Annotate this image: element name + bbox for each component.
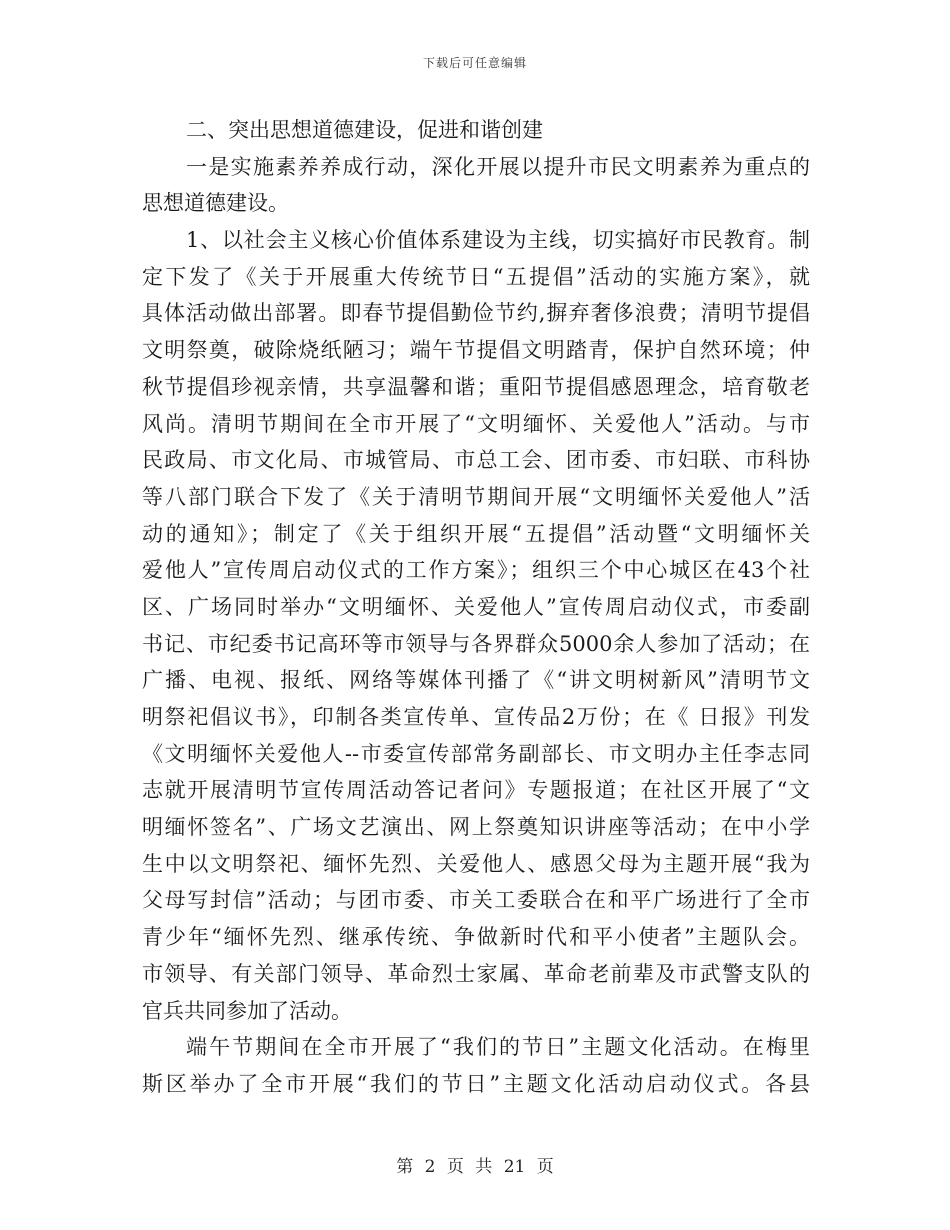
paragraph-line: 官兵共同参加了活动。 (142, 998, 352, 1023)
paragraph-line: 书记、市纪委书记高环等市领导与各界群众5000余人参加了活动；在 (142, 631, 810, 656)
paragraph-line: 区、广场同时举办“文明缅怀、关爱他人”宣传周启动仪式，市委副 (142, 594, 810, 619)
paragraph-line: 爱他人”宣传周启动仪式的工作方案》；组织三个中心城区在43个社 (142, 558, 810, 583)
paragraph-line: 广播、电视、报纸、网络等媒体刊播了《“讲文明树新风”清明节文 (142, 668, 810, 693)
paragraph-line: 风尚。清明节期间在全市开展了“文明缅怀、关爱他人”活动。与市 (142, 411, 810, 436)
paragraph-line: 生中以文明祭祀、缅怀先烈、关爱他人、感恩父母为主题开展“我为 (142, 851, 810, 876)
document-body (142, 112, 810, 1103)
paragraph-line: 具体活动做出部署。即春节提倡勤俭节约,摒弃奢侈浪费；清明节提倡 (142, 301, 810, 326)
paragraph-line: 文明祭奠，破除烧纸陋习；端午节提倡文明踏青，保护自然环境；仲 (142, 338, 810, 363)
paragraph-line: 定下发了《关于开展重大传统节日“五提倡”活动的实施方案》，就 (142, 264, 810, 289)
paragraph-line: 明祭祀倡议书》，印制各类宣传单、宣传品2万份；在《 日报》刊发 (142, 705, 810, 729)
paragraph-line: 民政局、市文化局、市城管局、市总工会、团市委、市妇联、市科协 (142, 448, 810, 473)
paragraph-line: 志就开展清明节宣传周活动答记者问》专题报道；在社区开展了“文 (142, 778, 810, 803)
paragraph-line: 市领导、有关部门领导、革命烈士家属、革命老前辈及市武警支队的 (142, 961, 810, 986)
page-header-note: 下载后可任意编辑 (422, 56, 527, 70)
paragraph-line: 等八部门联合下发了《关于清明节期间开展“文明缅怀关爱他人”活 (142, 484, 810, 509)
paragraph-line: 端午节期间在全市开展了“我们的节日”主题文化活动。在梅里 (186, 1035, 810, 1060)
paragraph-line: 明缅怀签名”、广场文艺演出、网上祭奠知识讲座等活动；在中小学 (142, 815, 810, 840)
paragraph-line: 1、以社会主义核心价值体系建设为主线，切实搞好市民教育。制 (186, 228, 810, 253)
paragraph-line: 父母写封信”活动；与团市委、市关工委联合在和平广场进行了全市 (142, 888, 810, 913)
page-number: 第 2 页 共 21 页 (396, 1157, 554, 1177)
paragraph-line: 一是实施素养养成行动，深化开展以提升市民文明素养为重点的 (186, 154, 810, 179)
section-heading: 二、突出思想道德建设，促进和谐创建 (186, 118, 543, 142)
paragraph-line: 思想道德建设。 (142, 191, 289, 216)
paragraph-line: 动的通知》；制定了《关于组织开展“五提倡”活动暨“文明缅怀关 (142, 521, 810, 546)
paragraph-line: 青少年“缅怀先烈、继承传统、争做新时代和平小使者”主题队会。 (142, 925, 810, 950)
paragraph-line: 秋节提倡珍视亲情，共享温馨和谐；重阳节提倡感恩理念，培育敬老 (142, 374, 810, 399)
paragraph-line: 《文明缅怀关爱他人--市委宣传部常务副部长、市文明办主任李志同 (142, 741, 810, 766)
paragraph-line: 斯区举办了全市开展“我们的节日”主题文化活动启动仪式。各县 (142, 1071, 810, 1096)
